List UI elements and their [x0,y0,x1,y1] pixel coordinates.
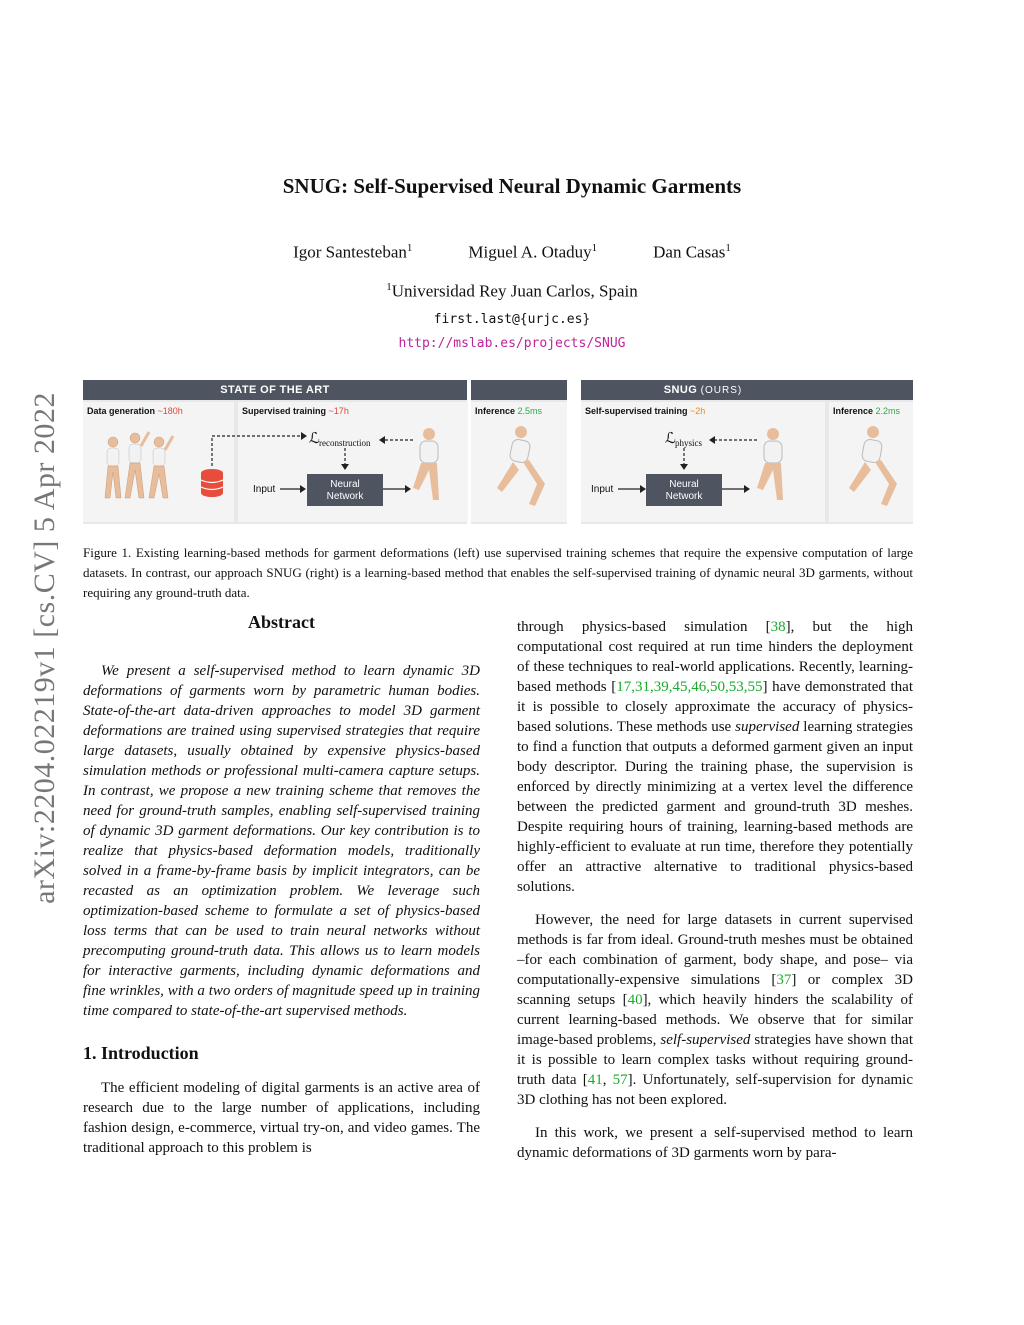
body-figure-icon [125,432,149,498]
author: Dan Casas$^1$ [653,242,731,262]
introduction-heading: 1. Introduction [83,1043,199,1063]
input-label: Input [591,484,614,495]
figure-panel-inference-left [471,380,567,524]
figure-caption: Figure 1. Existing learning-based methods for garment deformations (left) use supervised training schemes that require the expensive computation of large datasets. In contrast, our approach SNUG (right) is a learning-based method that enables the self-supervised training of dynamic neural 3D garments, without requiring any ground-truth data. [83,545,913,600]
citation-link[interactable]: 17,31,39,45,46,50,53,55 [616,679,763,695]
author: Miguel A. Otaduy$^1$ [468,242,598,262]
input-label: Input [253,484,276,495]
snug-diagram [581,380,825,524]
body-figure-icon [757,428,783,500]
citation-link[interactable]: 40 [627,992,643,1008]
abstract-heading: Abstract [248,612,315,632]
citation-link[interactable]: 41 [587,1072,603,1088]
loss-symbol: ℒ [309,431,320,447]
left-column [83,612,480,1158]
supervised-training-label: Supervised training ~17h [242,406,349,416]
author-list [0,242,1024,263]
database-icon [201,469,223,497]
arxiv-id-text: arXiv:2204.02219v1 [cs.CV] 5 Apr 2022 [28,391,61,904]
network-label-line1: Neural [330,479,360,490]
loss-subscript: reconstruction [319,438,371,448]
body-paragraph: In this work, we present a self-supervised method to learn dynamic deformations of 3D garments worn by para- [517,1125,913,1161]
body-figure-icon [105,437,121,498]
introduction-paragraph: The efficient modeling of digital garments is an active area of research due to the large number of applications, including fashion design, e-commerce, virtual try-on, and video games. The traditional approach to this problem is [83,1080,480,1156]
figure-panel-state-of-the-art [83,380,467,524]
body-paragraph: However, the need for large datasets in current supervised methods is far from ideal. Ground-truth meshes must be obtained –for each combination of garment, body shape, and pose– via computationally-expensive simulations [37] or complex 3D scanning setups [40], which heavily hinders the scalability of current learning-based methods. We observe that for similar image-based problems, self-supervised strategies have shown that it is possible to learn complex tasks without requiring ground-truth data [41, 57]. Unfortunately, self-supervision for dynamic 3D clothing has not been explored. [517,912,914,1108]
citation-link[interactable]: 57 [612,1072,628,1088]
right-column [517,617,913,1163]
running-figure-left [471,380,567,524]
body-paragraph: through physics-based simulation [38], but the high computational cost required at run time hinders the deployment of these techniques to real-world applications. Recently, learning-based methods [17,31,39,45,46,50,53,55] have demonstrated that it is possible to closely approximate the accuracy of physics-based solutions. These methods use supervised learning strategies to find a function that outputs a deformed garment given an input body descriptor. During the training phase, the supervision is enforced by directly minimizing at a vertex level the difference between the predicted garment and ground-truth 3D meshes. Despite requiring hours of training, learning-based methods are highly-efficient to evaluate at run time, therefore they potentially offer an attractive alternative to traditional physics-based solutions. [517,619,914,895]
author-email: first.last@{urjc.es} [433,312,591,327]
network-label-line2: Network [326,491,364,502]
author: Igor Santesteban$^1$ [293,242,413,262]
body-figure-icon [149,436,173,498]
data-generation-label: Data generation ~180h [87,406,183,416]
running-figure-right [825,380,913,524]
network-label-line1: Neural [669,479,699,490]
body-figure-icon [413,428,439,500]
figure-panel-inference-right [825,380,913,524]
inference-label: Inference 2.2ms [833,406,901,416]
dashed-arrow [212,436,301,466]
affiliation: $^1$Universidad Rey Juan Carlos, Spain [386,281,638,301]
arxiv-side-identifier [20,360,70,935]
network-label-line2: Network [665,491,703,502]
state-of-the-art-diagram [83,380,467,524]
loss-symbol: ℒ [665,431,676,447]
citation-link[interactable]: 37 [776,972,792,988]
citation-link[interactable]: 38 [770,619,786,635]
project-url-link[interactable]: http://mslab.es/projects/SNUG [398,336,626,351]
loss-subscript: physics [675,438,702,448]
self-supervised-training-label: Self-supervised training ~2h [585,406,706,416]
figure-panel-snug [581,380,825,524]
inference-label: Inference 2.5ms [475,406,543,416]
panel-header: STATE OF THE ART [83,380,467,400]
paper-title: SNUG: Self-Supervised Neural Dynamic Garments [282,174,742,198]
panel-header: SNUG (OURS) [581,380,825,400]
abstract-text: We present a self-supervised method to learn dynamic 3D deformations of garments worn by parametric human bodies. State-of-the-art data-driven approaches to model 3D garment deformations are trained using supervised strategies that require large datasets, usually obtained by expensive physics-based simulation methods or professional multi-camera capture setups. In contrast, we propose a new training scheme that removes the need for ground-truth samples, enabling self-supervised training of dynamic 3D garment deformations. Our key contribution is to realize that physics-based deformation models, traditionally solved in a frame-by-frame basis by implicit integrators, can be recasted as an optimization problem. We leverage such optimization-based scheme to formulate a set of physics-based loss terms that can be used to train neural networks without precomputing ground-truth data. This allows us to learn models for interactive garments, including dynamic deformations and fine wrinkles, with a two orders of magnitude speed up in training time compared to state-of-the-art supervised methods. [83,663,480,1019]
